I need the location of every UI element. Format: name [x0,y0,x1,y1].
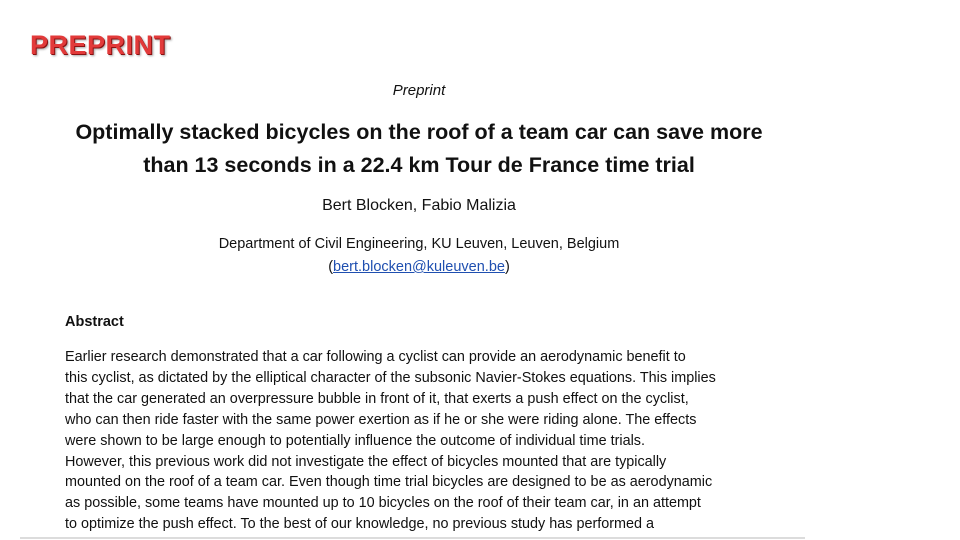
affiliation-block [0,233,838,279]
paren-close: ) [504,259,510,275]
preprint-label: Preprint [392,82,446,99]
preprint-stamp: PREPRINT [30,30,171,60]
abstract-heading: Abstract [65,314,124,330]
abstract-line: mounted on the roof of a team car. Even though time trial bicycles are designed to be as aerodynamic [65,474,713,491]
title-line: Optimally stacked bicycles on the roof of a team car can save more [75,120,763,144]
abstract-line: to optimize the push effect. To the best of our knowledge, no previous study has performed a [65,516,655,533]
affiliation: Department of Civil Engineering, KU Leuven, Leuven, Belgium [218,236,620,252]
abstract-line: who can then ride faster with the same power exertion as if he or she were riding alone. The effects [65,411,697,428]
abstract-body [65,347,785,535]
abstract-line: this cyclist, as dictated by the elliptical character of the subsonic Navier-Stokes equations. This implies [65,369,716,386]
page-bottom-rule [20,537,805,539]
abstract-line: However, this previous work did not investigate the effect of bicycles mounted that are typically [65,453,667,470]
email-line [0,256,838,279]
abstract-line: Earlier research demonstrated that a car following a cyclist can provide an aerodynamic benefit to [65,349,686,365]
paper-title [40,116,798,182]
author-list: Bert Blocken, Fabio Malizia [322,197,516,214]
abstract-line: that the car generated an overpressure bubble in front of it, that exerts a push effect on the cyclist, [65,390,689,407]
abstract-line: were shown to be large enough to potentially influence the outcome of individual time trials. [65,432,645,449]
paren-open: ( [328,259,334,275]
title-line: than 13 seconds in a 22.4 km Tour de France time trial [143,153,695,177]
abstract-line: as possible, some teams have mounted up to 10 bicycles on the roof of their team car, in an attempt [65,495,701,512]
email-link[interactable]: bert.blocken@kuleuven.be [333,259,505,275]
